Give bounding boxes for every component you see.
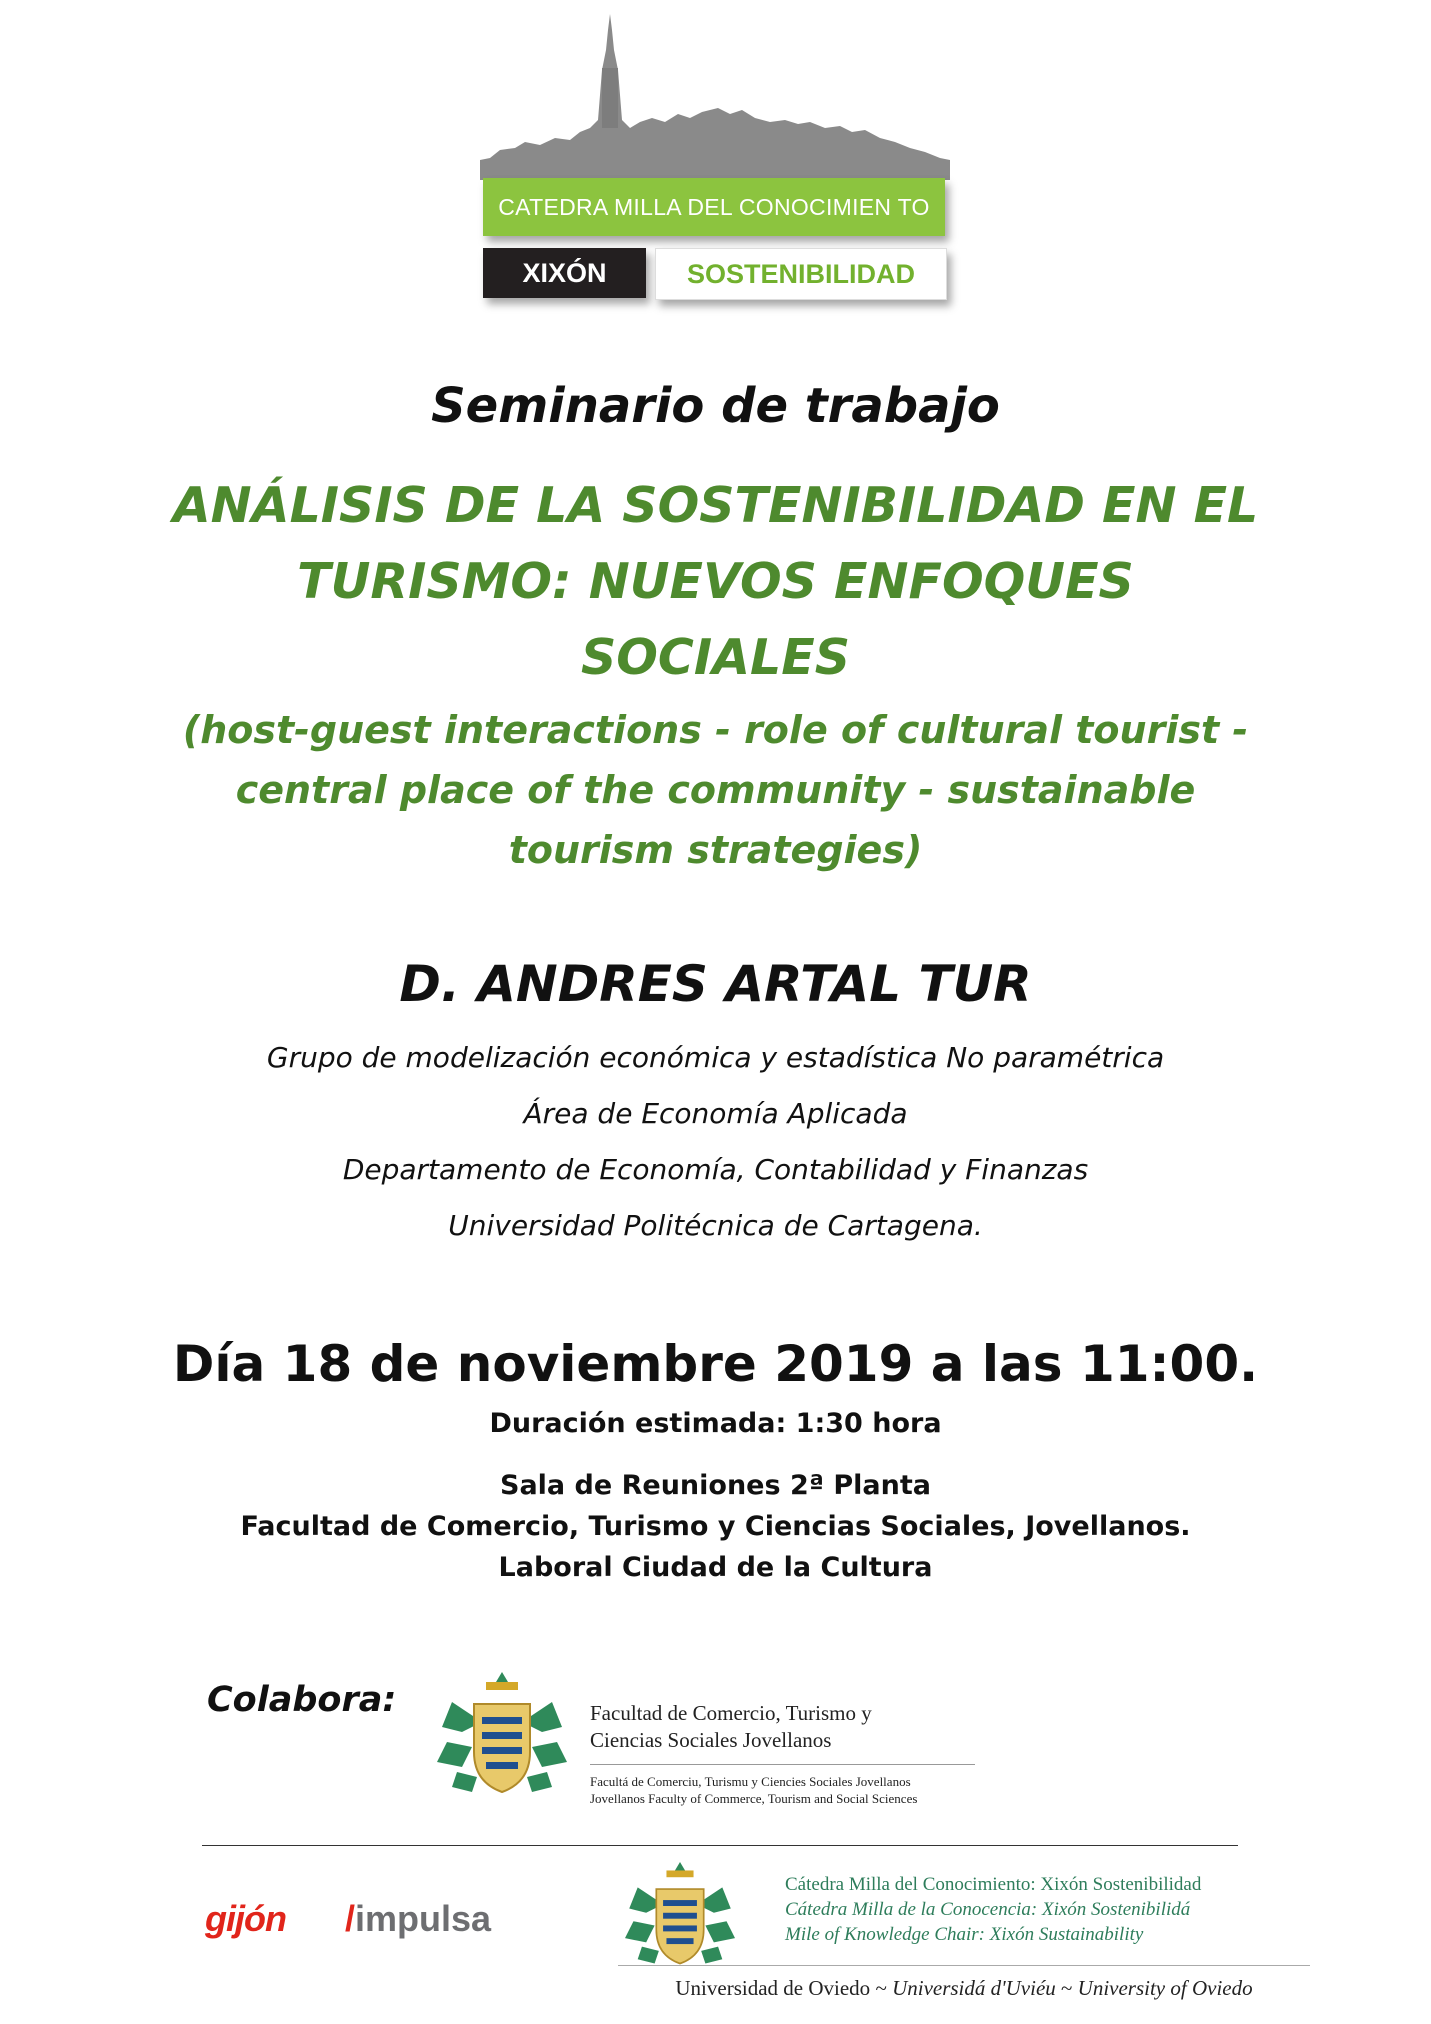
affiliation-line: Departamento de Economía, Contabilidad y Finanzas <box>342 1153 1089 1186</box>
separator: ~ <box>870 1976 893 2000</box>
footer-divider <box>202 1845 1238 1846</box>
logo-title-bar <box>483 178 945 236</box>
event-subtitle <box>0 700 1431 880</box>
faculty-alt-name: Facultá de Comerciu, Turismu y Ciencies Sociales Jovellanos <box>590 1774 911 1789</box>
logo-theme: SOSTENIBILIDAD <box>686 258 915 289</box>
university-divider <box>618 1965 1310 1966</box>
impulsa-text: impulsa <box>355 1898 492 1939</box>
location-line: Laboral Ciudad de la Cultura <box>498 1552 933 1583</box>
event-title <box>0 468 1431 696</box>
catedra-names <box>785 1872 1201 1947</box>
event-subtitle-line: tourism strategies) <box>508 828 923 872</box>
university-crest-icon <box>432 1672 572 1802</box>
faculty-divider <box>590 1764 975 1765</box>
faculty-name-line: Ciencias Sociales Jovellanos <box>590 1728 832 1752</box>
impulsa-slash: / <box>345 1898 356 1939</box>
catedra-line: Mile of Knowledge Chair: Xixón Sustainability <box>785 1924 1144 1945</box>
speaker-affiliations <box>0 1030 1431 1254</box>
university-name <box>618 1976 1310 2001</box>
university-es: Universidad de Oviedo <box>675 1976 871 2000</box>
logo-title: CATEDRA MILLA DEL CONOCIMIEN TO <box>498 193 930 220</box>
gijon-logo: gijón <box>205 1898 286 1939</box>
impulsa-logo <box>345 1898 491 1940</box>
collaborator-faculty <box>590 1700 980 1807</box>
catedra-line: Cátedra Milla de la Conocencia: Xixón Sostenibilidá <box>785 1899 1191 1920</box>
event-date: Día 18 de noviembre 2019 a las 11:00. <box>172 1335 1259 1393</box>
university-crest-icon <box>620 1862 740 1972</box>
event-title-line: ANÁLISIS DE LA SOSTENIBILIDAD EN EL <box>172 477 1259 534</box>
event-location <box>0 1465 1431 1588</box>
faculty-alt-name: Jovellanos Faculty of Commerce, Tourism and Social Sciences <box>590 1791 918 1806</box>
affiliation-line: Área de Economía Aplicada <box>523 1097 908 1130</box>
location-line: Facultad de Comercio, Turismo y Ciencias Sociales, Jovellanos. <box>240 1511 1191 1542</box>
separator: ~ <box>1055 1976 1078 2000</box>
event-subtitle-line: (host-guest interactions - role of cultural tourist - <box>182 708 1249 752</box>
catedra-line: Cátedra Milla del Conocimiento: Xixón Sostenibilidad <box>785 1874 1202 1895</box>
collaborator-label: Colabora: <box>207 1680 397 1720</box>
logo-theme-box <box>655 248 947 300</box>
university-ast: Universidá d'Uviéu <box>892 1976 1056 2000</box>
speaker-name: D. ANDRES ARTAL TUR <box>399 955 1032 1013</box>
event-duration: Duración estimada: 1:30 hora <box>489 1408 942 1439</box>
location-line: Sala de Reuniones 2ª Planta <box>500 1470 931 1501</box>
event-title-line: SOCIALES <box>580 629 851 686</box>
logo-city-box <box>483 248 646 298</box>
event-subtitle-line: central place of the community - sustainable <box>235 768 1196 812</box>
university-en: University of Oviedo <box>1077 1976 1253 2000</box>
event-type: Seminario de trabajo <box>431 378 1000 434</box>
faculty-name-line: Facultad de Comercio, Turismo y <box>590 1701 872 1725</box>
affiliation-line: Universidad Politécnica de Cartagena. <box>448 1209 983 1242</box>
logo-city: XIXÓN <box>522 257 607 288</box>
event-title-line: TURISMO: NUEVOS ENFOQUES <box>297 553 1134 610</box>
affiliation-line: Grupo de modelización económica y estadística No paramétrica <box>266 1041 1165 1074</box>
